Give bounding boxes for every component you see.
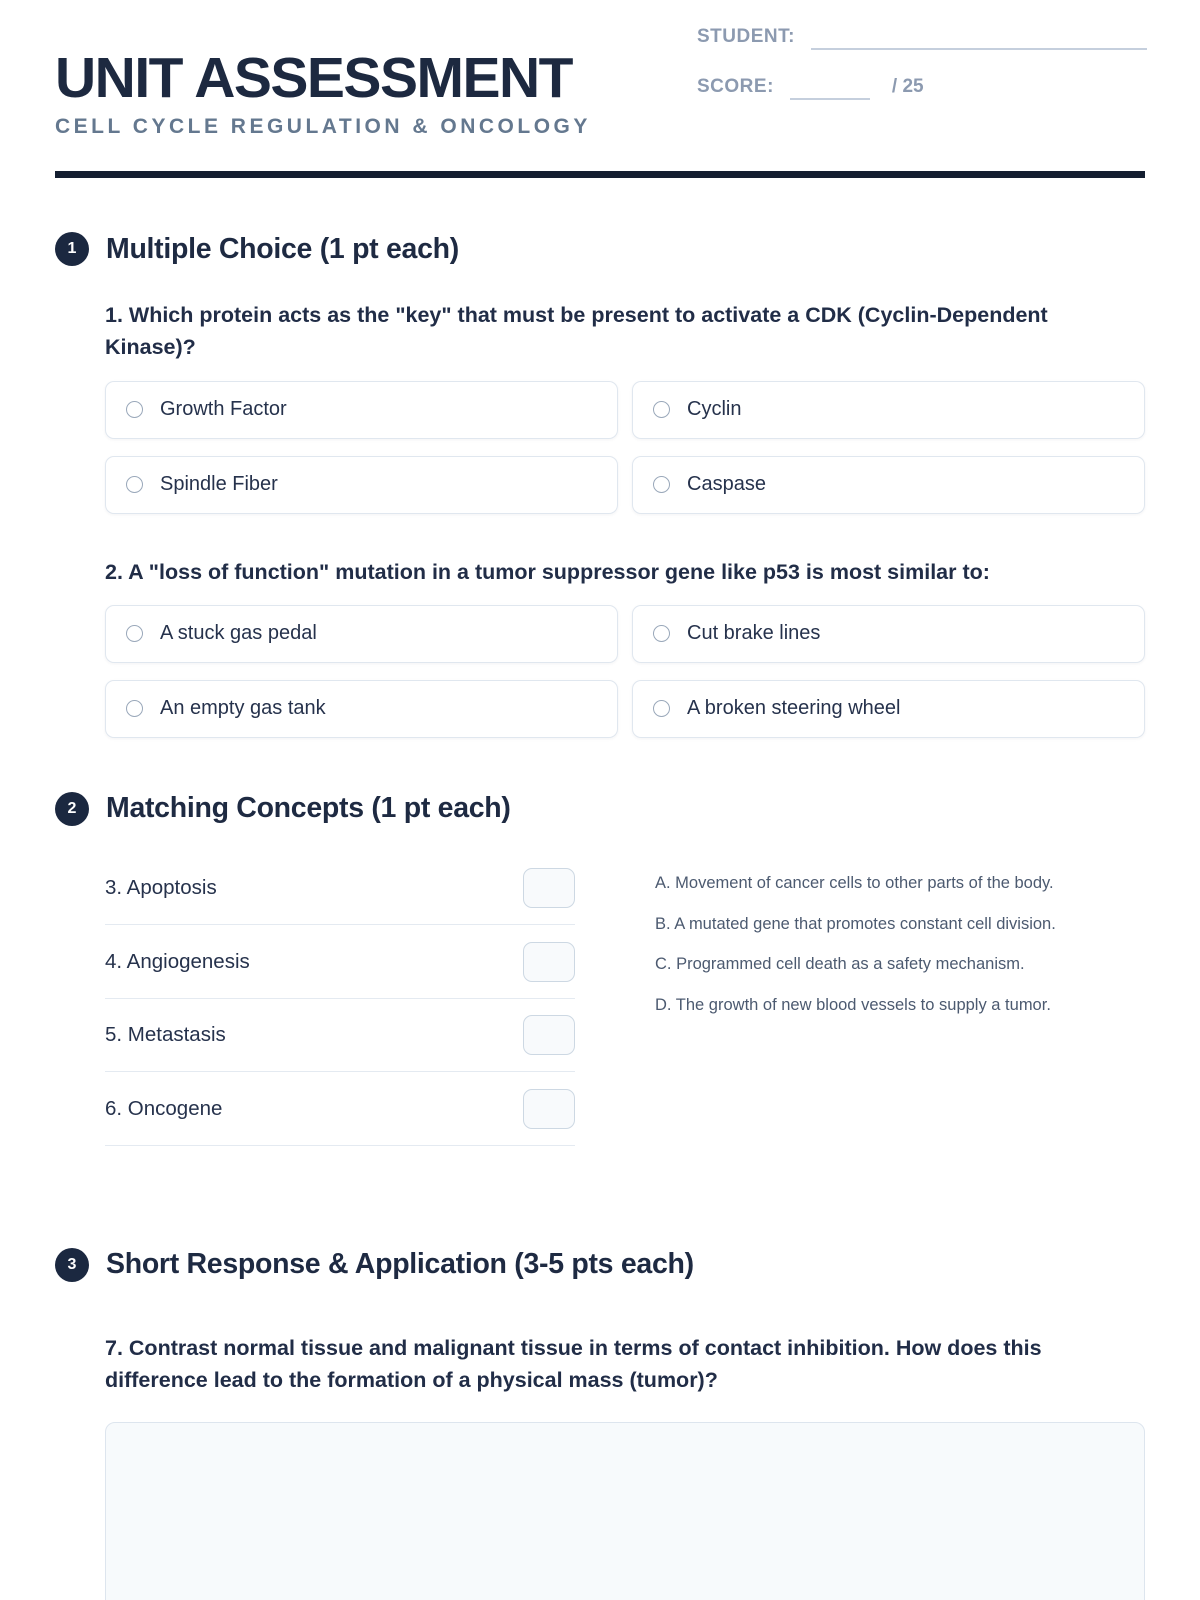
option-cyclin[interactable] <box>632 381 1145 439</box>
option-stuck-gas-pedal[interactable] <box>105 605 618 663</box>
radio-icon[interactable] <box>653 625 670 642</box>
option-broken-steering-wheel[interactable] <box>632 680 1145 738</box>
header-fields <box>697 26 1147 100</box>
radio-icon[interactable] <box>126 401 143 418</box>
question-1-text: 1. Which protein acts as the "key" that must be present to activate a CDK (Cyclin-Dependent Kinase)? <box>105 303 1048 360</box>
option-label: A stuck gas pedal <box>160 622 317 645</box>
option-label: An empty gas tank <box>160 697 326 720</box>
option-spindle-fiber[interactable] <box>105 456 618 514</box>
match-answer-input-4[interactable] <box>523 942 575 982</box>
definition-d: D. The growth of new blood vessels to supply a tumor. <box>655 996 1051 1015</box>
option-label: Spindle Fiber <box>160 473 278 495</box>
match-row-angiogenesis <box>105 925 575 999</box>
matching-area <box>105 852 1145 1146</box>
option-label: Growth Factor <box>160 398 287 420</box>
option-caspase[interactable] <box>632 456 1145 514</box>
question-1-block <box>105 299 1145 738</box>
response-7-textarea[interactable] <box>105 1422 1145 1600</box>
page-subtitle: CELL CYCLE REGULATION & ONCOLOGY <box>55 115 591 138</box>
question-1-options <box>105 381 1145 514</box>
header <box>55 0 1145 178</box>
option-label: Caspase <box>687 473 766 495</box>
question-2-text: 2. A "loss of function" mutation in a tumor suppressor gene like p53 is most similar to: <box>105 559 990 584</box>
section-3-heading <box>55 1248 1145 1282</box>
section-2-badge: 2 <box>55 792 89 826</box>
match-row-metastasis <box>105 999 575 1073</box>
match-item-label: 5. Metastasis <box>105 1023 226 1046</box>
score-input[interactable] <box>790 78 870 100</box>
score-total: / 25 <box>891 76 924 97</box>
page-title: UNIT ASSESSMENT <box>55 46 572 110</box>
score-label: SCORE: <box>697 76 774 97</box>
match-item-label: 6. Oncogene <box>105 1096 223 1120</box>
option-growth-factor[interactable] <box>105 381 618 439</box>
definition-c: C. Programmed cell death as a safety mechanism. <box>655 955 1025 974</box>
question-7-text: 7. Contrast normal tissue and malignant tissue in terms of contact inhibition. How does this difference lead to the formation of a physical mass (tumor)? <box>105 1335 1042 1392</box>
radio-icon[interactable] <box>653 401 670 418</box>
match-row-apoptosis <box>105 852 575 926</box>
definition-b: B. A mutated gene that promotes constant cell division. <box>655 914 1056 933</box>
radio-icon[interactable] <box>126 625 143 642</box>
match-answer-input-6[interactable] <box>523 1089 575 1129</box>
section-3-badge: 3 <box>55 1248 89 1282</box>
student-row <box>697 26 1147 50</box>
radio-icon[interactable] <box>126 476 143 493</box>
section-2-heading <box>55 792 1145 826</box>
score-row <box>697 76 1147 100</box>
radio-icon[interactable] <box>653 476 670 493</box>
option-label: Cyclin <box>687 398 742 420</box>
matching-definitions <box>575 852 1145 1146</box>
question-7-block <box>105 1332 1145 1600</box>
definition-a: A. Movement of cancer cells to other parts of the body. <box>655 873 1054 892</box>
matching-items <box>105 852 575 1146</box>
question-2-options <box>105 605 1145 738</box>
student-name-input[interactable] <box>811 28 1147 50</box>
section-1-title: Multiple Choice (1 pt each) <box>106 232 459 265</box>
radio-icon[interactable] <box>653 700 670 717</box>
option-label: Cut brake lines <box>687 622 821 645</box>
section-1-badge: 1 <box>55 232 89 266</box>
match-answer-input-5[interactable] <box>523 1015 575 1055</box>
radio-icon[interactable] <box>126 700 143 717</box>
option-cut-brake-lines[interactable] <box>632 605 1145 663</box>
match-answer-input-3[interactable] <box>523 868 575 908</box>
section-3-title: Short Response & Application (3-5 pts each) <box>106 1248 694 1281</box>
option-empty-gas-tank[interactable] <box>105 680 618 738</box>
section-1-heading <box>55 232 1145 266</box>
student-label: STUDENT: <box>697 26 795 47</box>
match-item-label: 3. Apoptosis <box>105 876 217 899</box>
match-item-label: 4. Angiogenesis <box>105 949 250 973</box>
match-row-oncogene <box>105 1072 575 1146</box>
option-label: A broken steering wheel <box>687 697 901 720</box>
section-2-title: Matching Concepts (1 pt each) <box>106 792 511 825</box>
header-divider <box>55 171 1145 178</box>
